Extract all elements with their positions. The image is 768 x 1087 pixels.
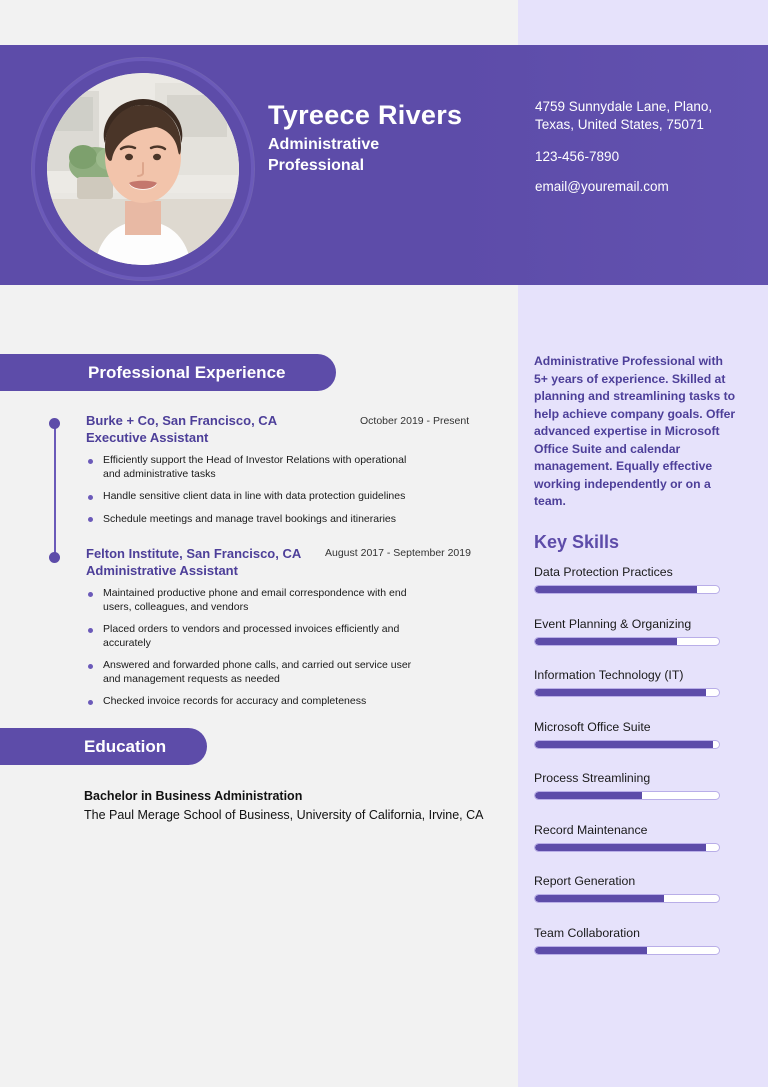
job-title: Administrative Professional bbox=[268, 136, 380, 174]
experience-timeline bbox=[54, 425, 56, 560]
education-degree: Bachelor in Business Administration bbox=[84, 789, 303, 803]
contact-phone: 123-456-7890 bbox=[535, 149, 620, 164]
timeline-dot bbox=[49, 552, 60, 563]
skill-bar-fill bbox=[535, 895, 664, 902]
list-item: Maintained productive phone and email correspondence with end users, colleagues, and vendors bbox=[86, 587, 416, 614]
list-item: Placed orders to vendors and processed invoices efficiently and accurately bbox=[86, 623, 416, 650]
skill-bar-fill bbox=[535, 689, 706, 696]
skill-item bbox=[534, 823, 720, 852]
skill-bar-track bbox=[534, 894, 720, 903]
skill-bar-track bbox=[534, 843, 720, 852]
timeline-dot bbox=[49, 418, 60, 429]
section-heading-experience bbox=[0, 354, 336, 391]
contact-address: 4759 Sunnydale Lane, Plano, Texas, United States, 75071 bbox=[535, 99, 713, 132]
skill-item bbox=[534, 926, 720, 955]
experience-bullets bbox=[86, 454, 486, 526]
section-heading-education bbox=[0, 728, 207, 765]
list-item: Efficiently support the Head of Investor Relations with operational and administrative tasks bbox=[86, 454, 416, 481]
skill-bar-track bbox=[534, 946, 720, 955]
skill-label: Information Technology (IT) bbox=[534, 668, 684, 682]
experience-role: Administrative Assistant bbox=[86, 563, 238, 578]
skill-bar-fill bbox=[535, 586, 697, 593]
skill-bar-track bbox=[534, 791, 720, 800]
skill-bar-track bbox=[534, 688, 720, 697]
portrait-photo-icon bbox=[47, 73, 239, 265]
skill-item bbox=[534, 771, 720, 800]
skill-bar-fill bbox=[535, 741, 713, 748]
section-heading-experience-label: Professional Experience bbox=[88, 362, 286, 382]
page-title: Tyreece Rivers bbox=[268, 100, 463, 130]
profile-summary: Administrative Professional with 5+ years of experience. Skilled at planning and streamlining tasks to help achieve company goals. Offer advanced expertise in Microsoft Office Suite and calendar management. Equally effective working independently or on a team. bbox=[534, 354, 736, 508]
education-school: The Paul Merage School of Business, University of California, Irvine, CA bbox=[84, 808, 484, 822]
contact-block bbox=[535, 98, 750, 196]
experience-item bbox=[86, 545, 486, 718]
skill-label: Record Maintenance bbox=[534, 822, 648, 837]
section-heading-education-label: Education bbox=[84, 736, 167, 756]
experience-bullets bbox=[86, 587, 486, 709]
skill-label: Process Streamlining bbox=[534, 771, 651, 785]
avatar bbox=[47, 73, 239, 265]
skill-item bbox=[534, 720, 720, 749]
skill-item bbox=[534, 617, 720, 646]
skill-item bbox=[534, 668, 720, 697]
skill-bar-fill bbox=[535, 638, 677, 645]
skill-bar-fill bbox=[535, 947, 647, 954]
skill-label: Team Collaboration bbox=[534, 925, 640, 940]
list-item: Handle sensitive client data in line with data protection guidelines bbox=[86, 490, 416, 504]
skill-item bbox=[534, 565, 720, 594]
contact-email: email@youremail.com bbox=[535, 179, 669, 194]
experience-date: August 2017 - September 2019 bbox=[325, 547, 471, 559]
header-bottom-cut bbox=[0, 285, 518, 315]
experience-role: Executive Assistant bbox=[86, 430, 209, 445]
skill-bar-track bbox=[534, 740, 720, 749]
list-item: Answered and forwarded phone calls, and carried out service user and management requests as needed bbox=[86, 659, 416, 686]
top-left-strip bbox=[0, 0, 518, 45]
skill-bar-track bbox=[534, 637, 720, 646]
education-item bbox=[84, 788, 484, 824]
skills-list bbox=[534, 565, 720, 977]
skill-label: Microsoft Office Suite bbox=[534, 719, 651, 734]
skill-bar-fill bbox=[535, 844, 706, 851]
skill-bar-track bbox=[534, 585, 720, 594]
list-item: Checked invoice records for accuracy and completeness bbox=[86, 695, 416, 709]
skill-label: Event Planning & Organizing bbox=[534, 616, 692, 631]
skill-bar-fill bbox=[535, 792, 642, 799]
list-item: Schedule meetings and manage travel bookings and itineraries bbox=[86, 513, 416, 527]
skill-label: Report Generation bbox=[534, 874, 636, 888]
experience-company: Felton Institute, San Francisco, CA bbox=[86, 546, 302, 561]
experience-date: October 2019 - Present bbox=[360, 415, 470, 427]
experience-company: Burke + Co, San Francisco, CA bbox=[86, 413, 278, 428]
section-heading-key-skills: Key Skills bbox=[534, 532, 620, 552]
skill-item bbox=[534, 874, 720, 903]
experience-item bbox=[86, 412, 486, 535]
skill-label: Data Protection Practices bbox=[534, 565, 673, 579]
